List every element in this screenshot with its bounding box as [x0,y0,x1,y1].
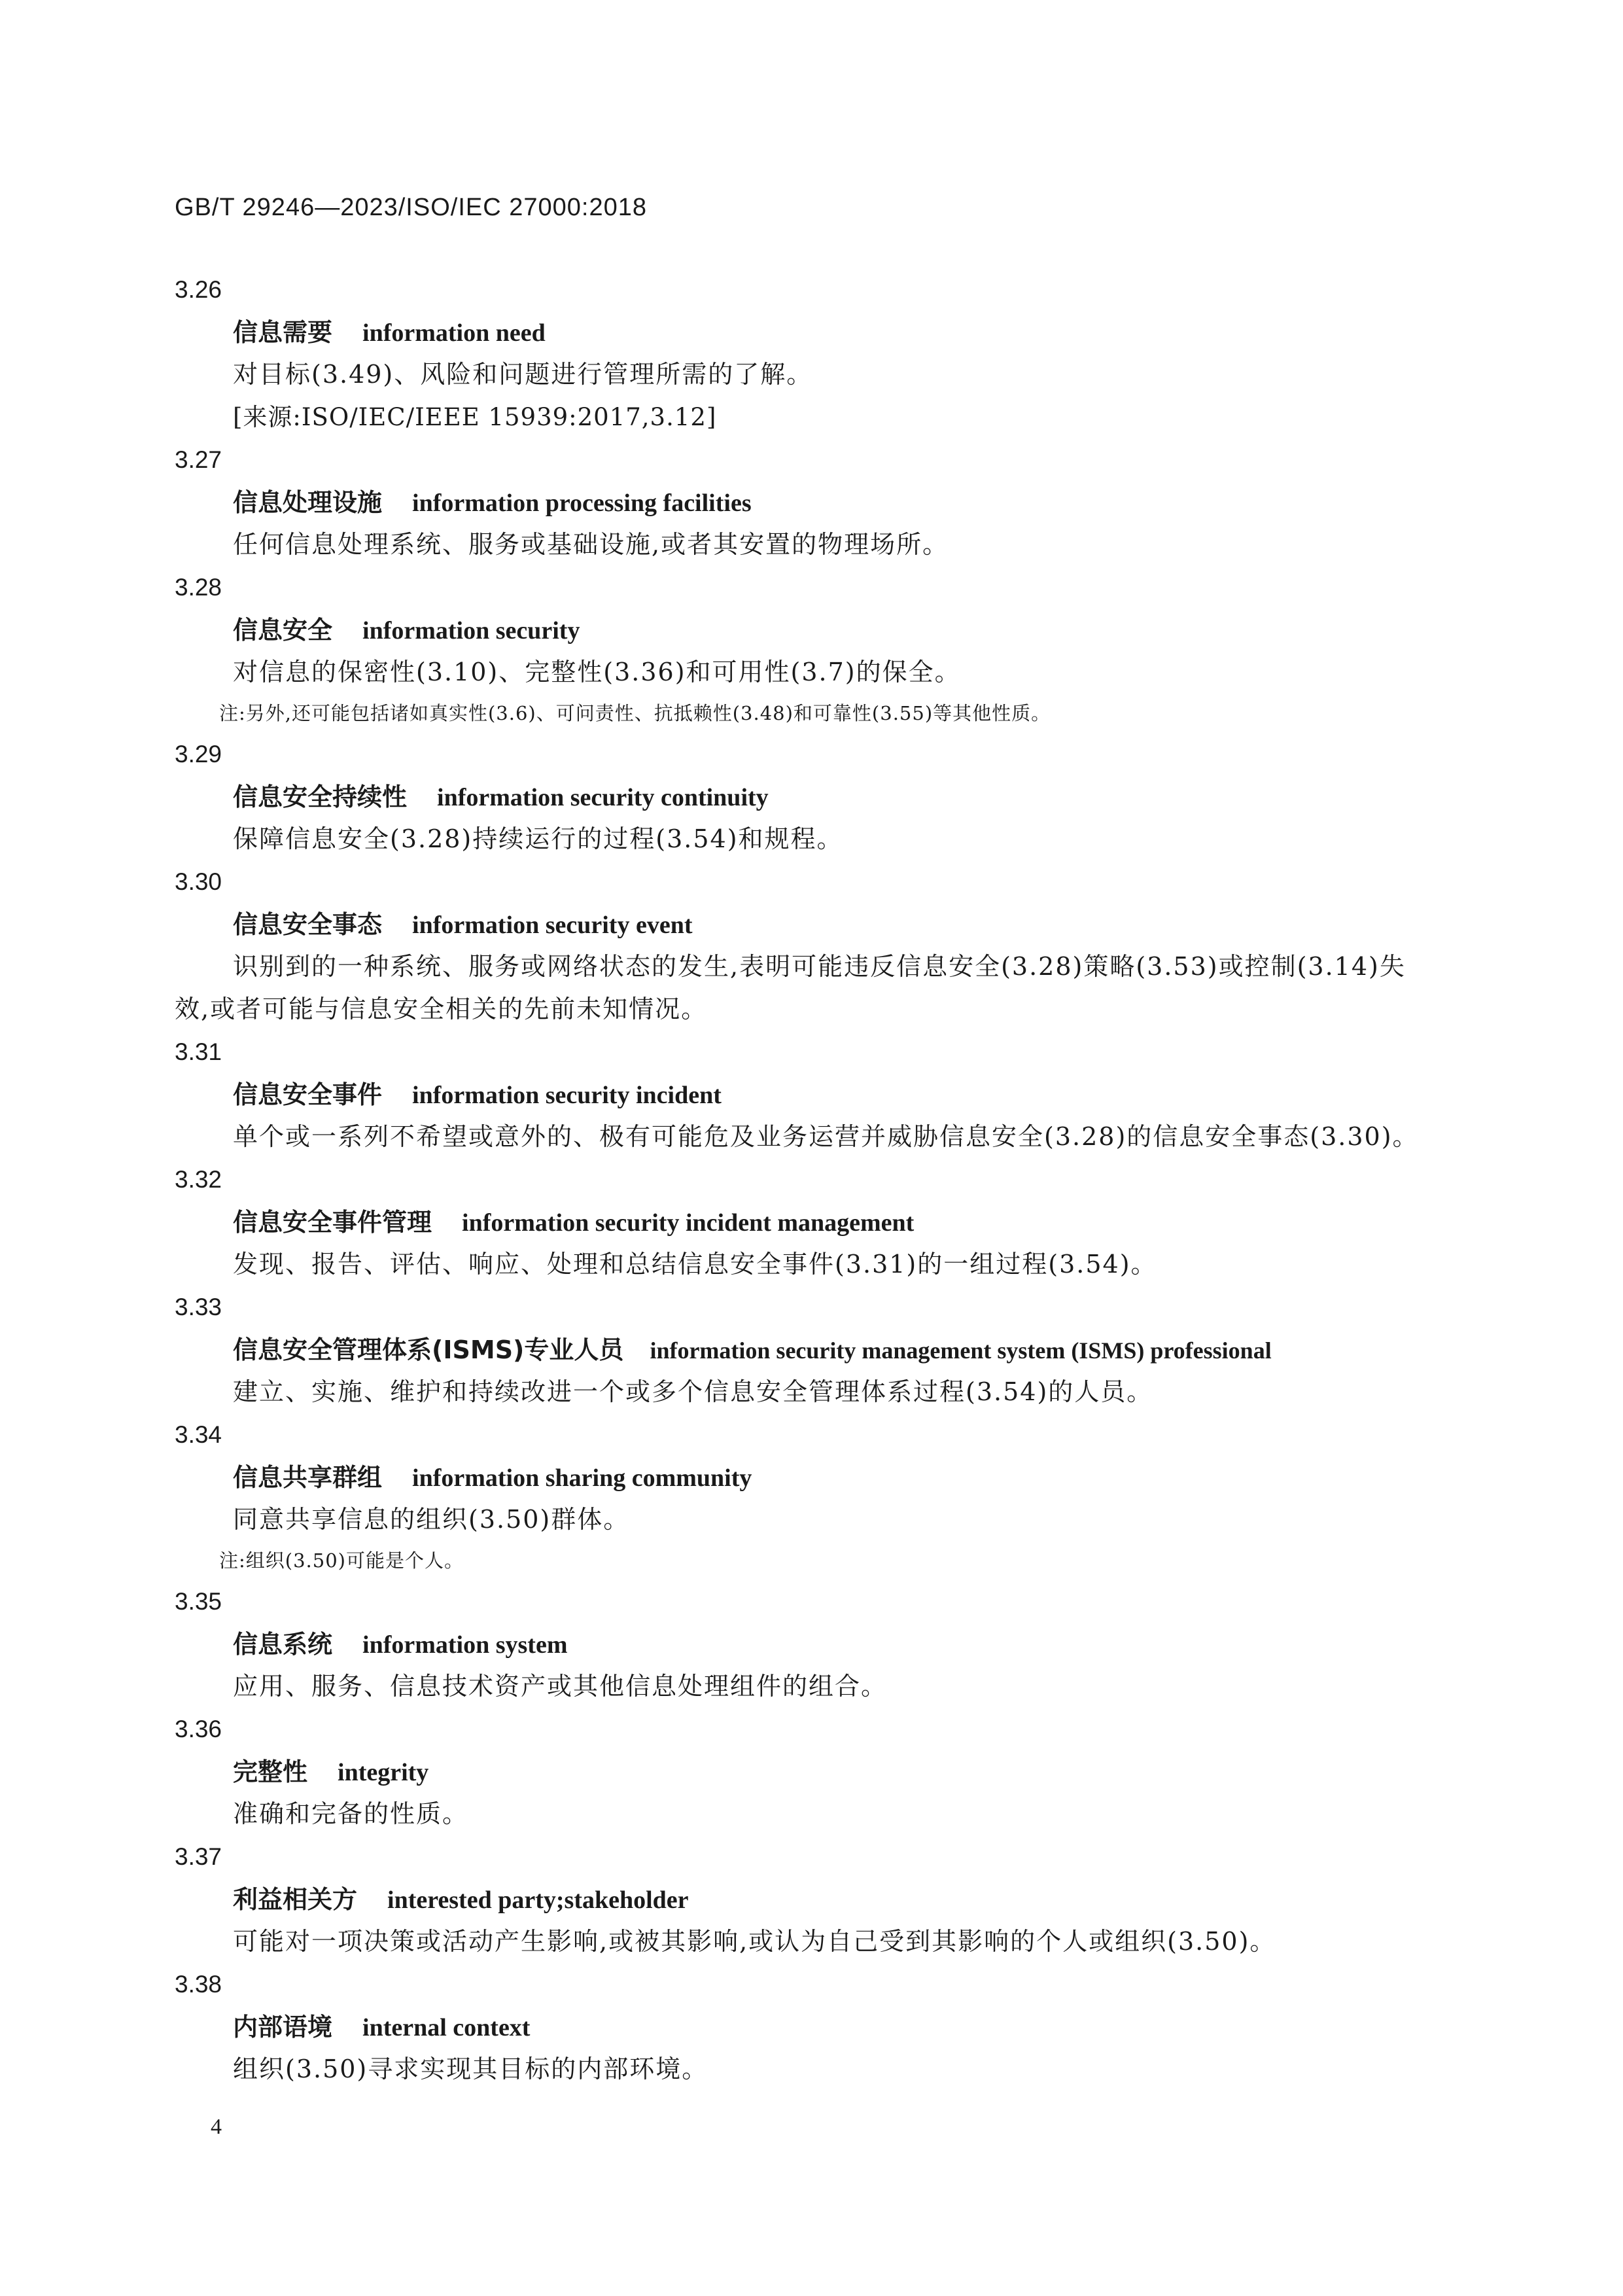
term-zh: 内部语境 [233,2013,333,2041]
term-definition: 对目标(3.49)、风险和问题进行管理所需的了解。 [233,360,813,389]
term-zh: 利益相关方 [233,1885,358,1914]
term-entry-3-28 [175,566,1437,733]
term-number: 3.33 [175,1294,222,1320]
term-entry-3-38 [175,1963,1437,2091]
term-definition: 应用、服务、信息技术资产或其他信息处理组件的组合。 [233,1672,888,1701]
term-en: information processing facilities [412,489,752,517]
term-entry-3-36 [175,1708,1437,1835]
term-en: information sharing community [412,1464,752,1492]
term-zh: 信息安全管理体系(ISMS)专业人员 [233,1335,624,1364]
term-entry-3-37 [175,1835,1437,1963]
term-zh: 完整性 [233,1757,308,1786]
term-heading [175,903,1437,945]
term-en: information security incident [412,1082,722,1109]
term-definition: 组织(3.50)寻求实现其目标的内部环境。 [233,2055,708,2083]
term-number: 3.26 [175,276,222,303]
term-heading [175,1750,1437,1793]
term-definition: 任何信息处理系统、服务或基础设施,或者其安置的物理场所。 [233,530,949,559]
term-heading [175,1623,1437,1665]
term-entry-3-35 [175,1580,1437,1708]
term-number: 3.30 [175,868,222,895]
term-heading [175,311,1437,353]
term-zh: 信息需要 [233,318,333,347]
term-number: 3.27 [175,446,222,473]
term-number: 3.37 [175,1843,222,1870]
term-zh: 信息系统 [233,1630,333,1659]
term-entry-3-26 [175,268,1437,438]
term-en: information security incident management [462,1209,915,1237]
term-entry-3-34 [175,1413,1437,1580]
term-zh: 信息共享群组 [233,1463,383,1492]
term-number: 3.31 [175,1038,222,1065]
term-definition: 保障信息安全(3.28)持续运行的过程(3.54)和规程。 [233,824,843,853]
term-en: interested party;stakeholder [387,1886,689,1914]
term-number: 3.36 [175,1716,222,1742]
term-number: 3.32 [175,1166,222,1193]
term-en: integrity [338,1759,429,1786]
term-entry-3-32 [175,1158,1437,1286]
term-zh: 信息处理设施 [233,488,383,517]
term-entry-3-30 [175,860,1437,1031]
term-heading [175,775,1437,818]
term-definition: 对信息的保密性(3.10)、完整性(3.36)和可用性(3.7)的保全。 [233,658,961,686]
term-heading [175,481,1437,523]
term-note: 注:另外,还可能包括诸如真实性(3.6)、可问责性、抗抵赖性(3.48)和可靠性(3.55)等其他性质。 [219,702,1051,724]
term-entry-3-31 [175,1031,1437,1158]
document-header: GB/T 29246—2023/ISO/IEC 27000:2018 [175,194,647,221]
term-entry-3-33 [175,1286,1437,1413]
term-number: 3.35 [175,1588,222,1615]
term-number: 3.34 [175,1421,222,1448]
term-definition: 可能对一项决策或活动产生影响,或被其影响,或认为自己受到其影响的个人或组织(3.50)。 [233,1927,1276,1956]
term-definition: 发现、报告、评估、响应、处理和总结信息安全事件(3.31)的一组过程(3.54)。 [233,1250,1157,1279]
term-en: information security management system (ISMS) professional [650,1337,1272,1364]
term-entry-3-29 [175,733,1437,860]
term-en: information need [362,319,546,347]
page-number: 4 [211,2115,222,2139]
term-en: information system [362,1631,568,1659]
term-heading [175,1201,1437,1243]
term-source: [来源:ISO/IEC/IEEE 15939:2017,3.12] [233,403,717,431]
term-note: 注:组织(3.50)可能是个人。 [219,1549,464,1572]
term-en: information security [362,617,580,645]
term-definition: 单个或一系列不希望或意外的、极有可能危及业务运营并威胁信息安全(3.28)的信息安全事态(3.30)。 [233,1122,1419,1151]
term-zh: 信息安全事态 [233,910,383,939]
term-definition: 准确和完备的性质。 [233,1799,469,1828]
term-number: 3.28 [175,574,222,601]
term-definition: 识别到的一种系统、服务或网络状态的发生,表明可能违反信息安全(3.28)策略(3.53)或控制(3.14)失效,或者可能与信息安全相关的先前未知情况。 [175,952,1406,1023]
term-heading [175,1073,1437,1116]
term-zh: 信息安全事件管理 [233,1208,432,1237]
term-definition: 同意共享信息的组织(3.50)群体。 [233,1505,630,1534]
term-heading [175,1456,1437,1498]
term-number: 3.29 [175,741,222,768]
term-en: information security event [412,911,693,939]
term-definition: 建立、实施、维护和持续改进一个或多个信息安全管理体系过程(3.54)的人员。 [233,1377,1153,1406]
term-number: 3.38 [175,1971,222,1998]
term-zh: 信息安全 [233,616,333,645]
term-zh: 信息安全事件 [233,1080,383,1109]
term-en: internal context [362,2014,531,2041]
term-entry-3-27 [175,438,1437,566]
term-heading [175,1328,1437,1371]
term-heading [175,1878,1437,1920]
term-list [175,268,1437,2091]
term-heading [175,2005,1437,2048]
term-zh: 信息安全持续性 [233,783,408,811]
term-heading [175,609,1437,651]
term-en: information security continuity [437,784,769,811]
